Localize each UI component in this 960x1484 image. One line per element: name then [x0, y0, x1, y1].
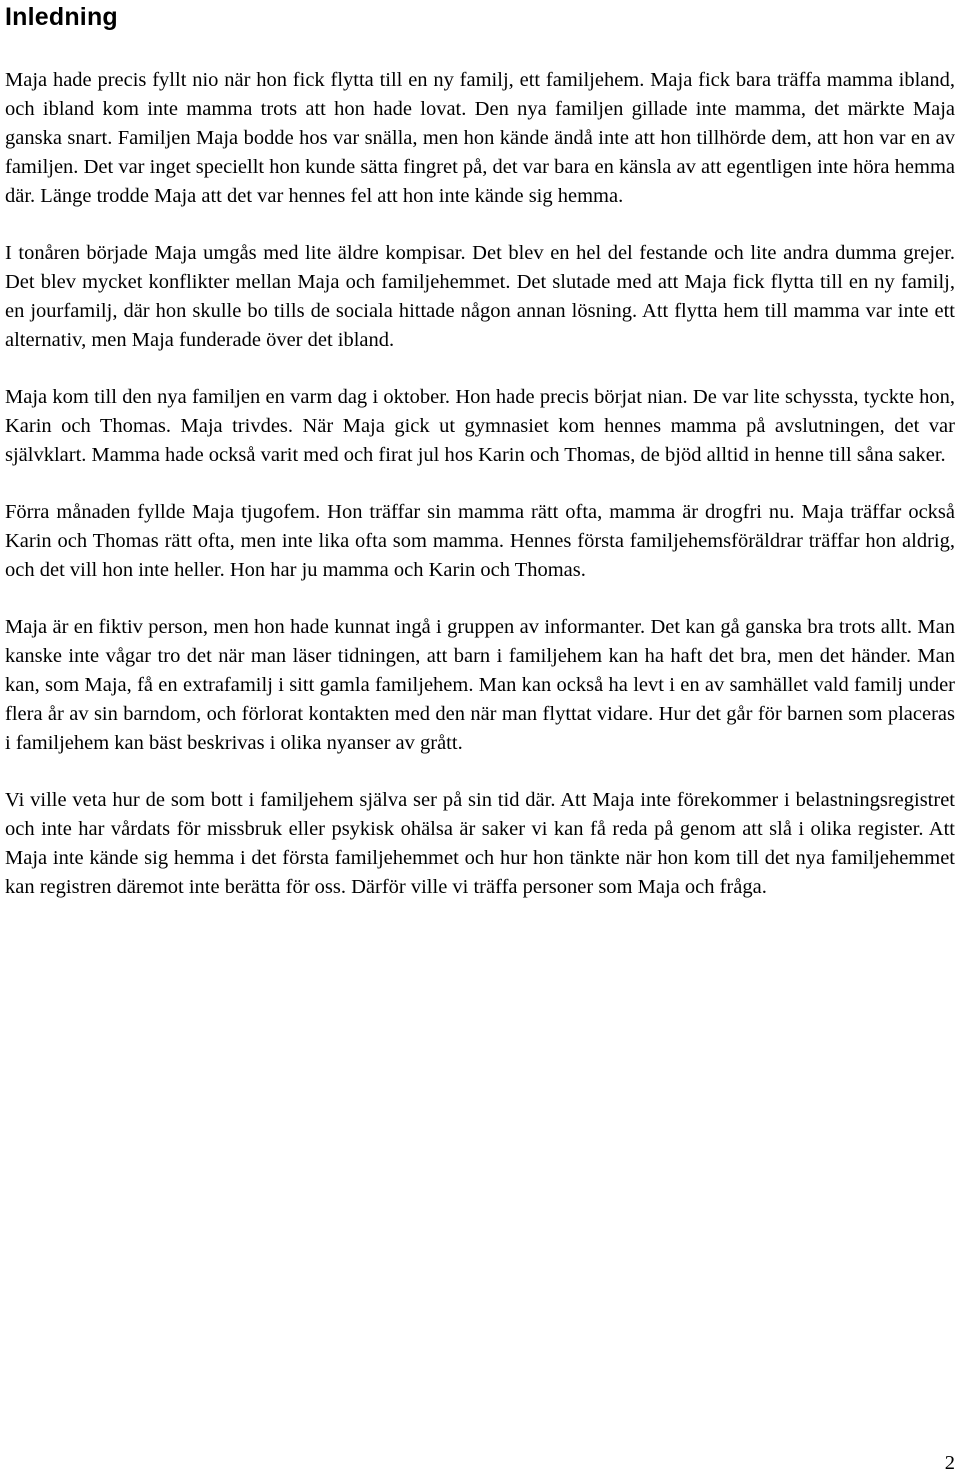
paragraph-2: I tonåren började Maja umgås med lite äldre kompisar. Det blev en hel del festande och lite andra dumma grejer. Det blev mycket konflikter mellan Maja och familjehemmet. Det slutade med att Maja fick flytta till en ny familj, en jourfamilj, där hon skulle bo tills de sociala hittade någon annan lösning. Att flytta hem till mamma var inte ett alternativ, men Maja funderade över det ibland. [5, 242, 955, 351]
paragraph-4: Förra månaden fyllde Maja tjugofem. Hon träffar sin mamma rätt ofta, mamma är drogfri nu. Maja träffar också Karin och Thomas rätt ofta, men inte lika ofta som mamma. Hennes första familjehemsföräldrar träffar hon aldrig, och det vill hon inte heller. Hon har ju mamma och Karin och Thomas. [5, 501, 955, 581]
document-page [5, 0, 955, 930]
paragraph-5: Maja är en fiktiv person, men hon hade kunnat ingå i gruppen av informanter. Det kan gå ganska bra trots allt. Man kanske inte vågar tro det när man läser tidningen, att barn i familjehem kan ha haft det bra, men det händer. Man kan, som Maja, få en extrafamilj i sitt gamla familjehem. Man kan också ha levt i en av samhället vald familj under flera år av sin barndom, och förlorat kontakten med den när man flyttat vidare. Hur det går för barnen som placeras i familjehem kan bäst beskrivas i olika nyanser av grått. [5, 616, 955, 754]
paragraph-3: Maja kom till den nya familjen en varm dag i oktober. Hon hade precis börjat nian. De var lite schyssta, tyckte hon, Karin och Thomas. Maja trivdes. När Maja gick ut gymnasiet kom hennes mamma på avslutningen, det var självklart. Mamma hade också varit med och firat jul hos Karin och Thomas, de bjöd alltid in henne till såna saker. [5, 386, 955, 466]
paragraph-6: Vi ville veta hur de som bott i familjehem själva ser på sin tid där. Att Maja inte förekommer i belastningsregistret och inte har vårdats för missbruk eller psykisk ohälsa är saker vi kan få reda på genom att slå i olika register. Att Maja inte kände sig hemma i det första familjehemmet och hur hon tänkte när hon kom till det nya familjehemmet kan registren däremot inte berätta för oss. Därför ville vi träffa personer som Maja och fråga. [5, 789, 955, 898]
section-heading: Inledning [5, 3, 118, 31]
paragraph-1: Maja hade precis fyllt nio när hon fick flytta till en ny familj, ett familjehem. Maja fick bara träffa mamma ibland, och ibland kom inte mamma trots att hon hade lovat. Den nya familjen gillade inte mamma, det märkte Maja ganska snart. Familjen Maja bodde hos var snälla, men hon kände ändå inte att hon tillhörde dem, att hon var en av familjen. Det var inget speciellt hon kunde sätta fingret på, det var bara en känsla av att egentligen inte höra hemma där. Länge trodde Maja att det var hennes fel att hon inte kände sig hemma. [5, 69, 955, 207]
body-text [5, 66, 955, 902]
page-number: 2 [944, 1452, 955, 1474]
